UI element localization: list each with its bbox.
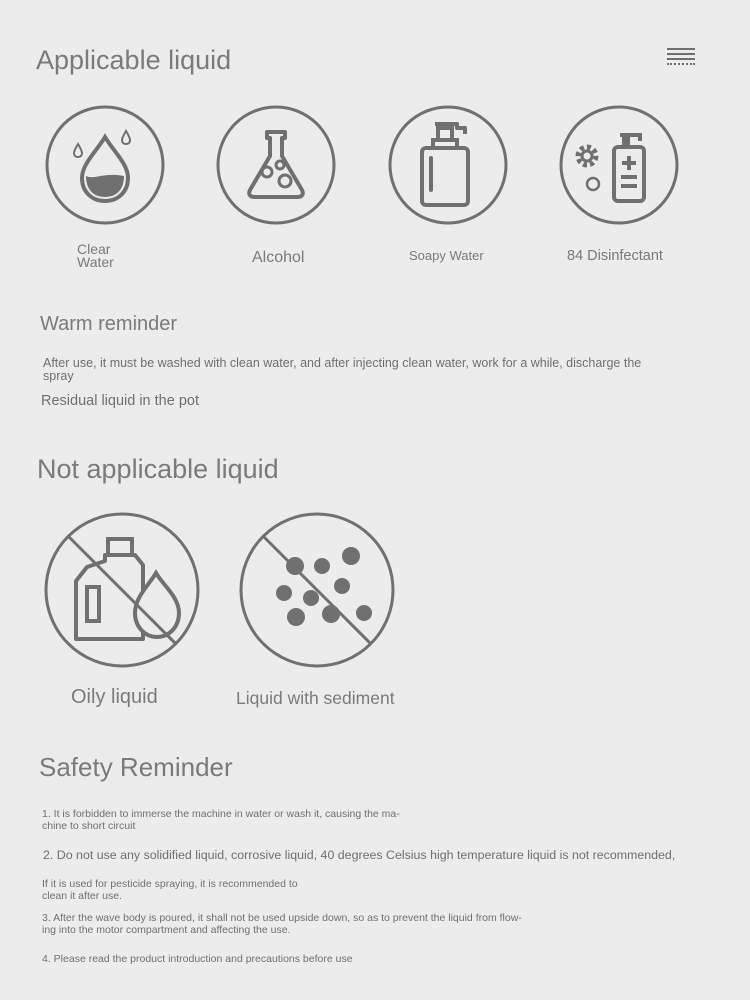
safety-note: If it is used for pesticide spraying, it is recommended to clean it after use. — [42, 878, 298, 902]
safety-item-4: 4. Please read the product introduction and precautions before use — [42, 953, 353, 965]
clear-water-label: Clear Water — [77, 241, 114, 270]
disinfectant-bottle-icon — [558, 104, 680, 226]
soap-bottle-icon — [387, 104, 509, 226]
safety-item-2: 2. Do not use any solidified liquid, corrosive liquid, 40 degrees Celsius high temperature liquid is not recommended, — [43, 848, 676, 862]
safety-item-3: 3. After the wave body is poured, it shall not be used upside down, so as to prevent the liquid from flow- ing into the motor compartment and affecting the use. — [42, 912, 522, 936]
safety-title: Safety Reminder — [39, 752, 233, 782]
safety-item-1: 1. It is forbidden to immerse the machine in water or wash it, causing the ma- chine to short circuit — [42, 808, 400, 832]
alcohol-label: Alcohol — [252, 249, 305, 266]
menu-icon[interactable] — [667, 48, 695, 65]
flask-icon — [215, 104, 337, 226]
warm-reminder-title: Warm reminder — [40, 313, 178, 335]
oily-liquid-label: Oily liquid — [71, 686, 158, 708]
disinfectant-label: 84 Disinfectant — [567, 248, 663, 264]
oily-liquid-prohibited-icon — [43, 511, 201, 669]
sediment-prohibited-icon — [238, 511, 396, 669]
sediment-label: Liquid with sediment — [236, 688, 395, 708]
water-drop-icon — [44, 104, 166, 226]
warm-reminder-text: After use, it must be washed with clean water, and after injecting clean water, work for a while, discharge the spray — [43, 356, 642, 383]
soapy-water-label: Soapy Water — [409, 248, 484, 263]
applicable-title: Applicable liquid — [36, 45, 232, 75]
not-applicable-title: Not applicable liquid — [37, 454, 279, 484]
warm-reminder-text-2: Residual liquid in the pot — [41, 393, 199, 409]
